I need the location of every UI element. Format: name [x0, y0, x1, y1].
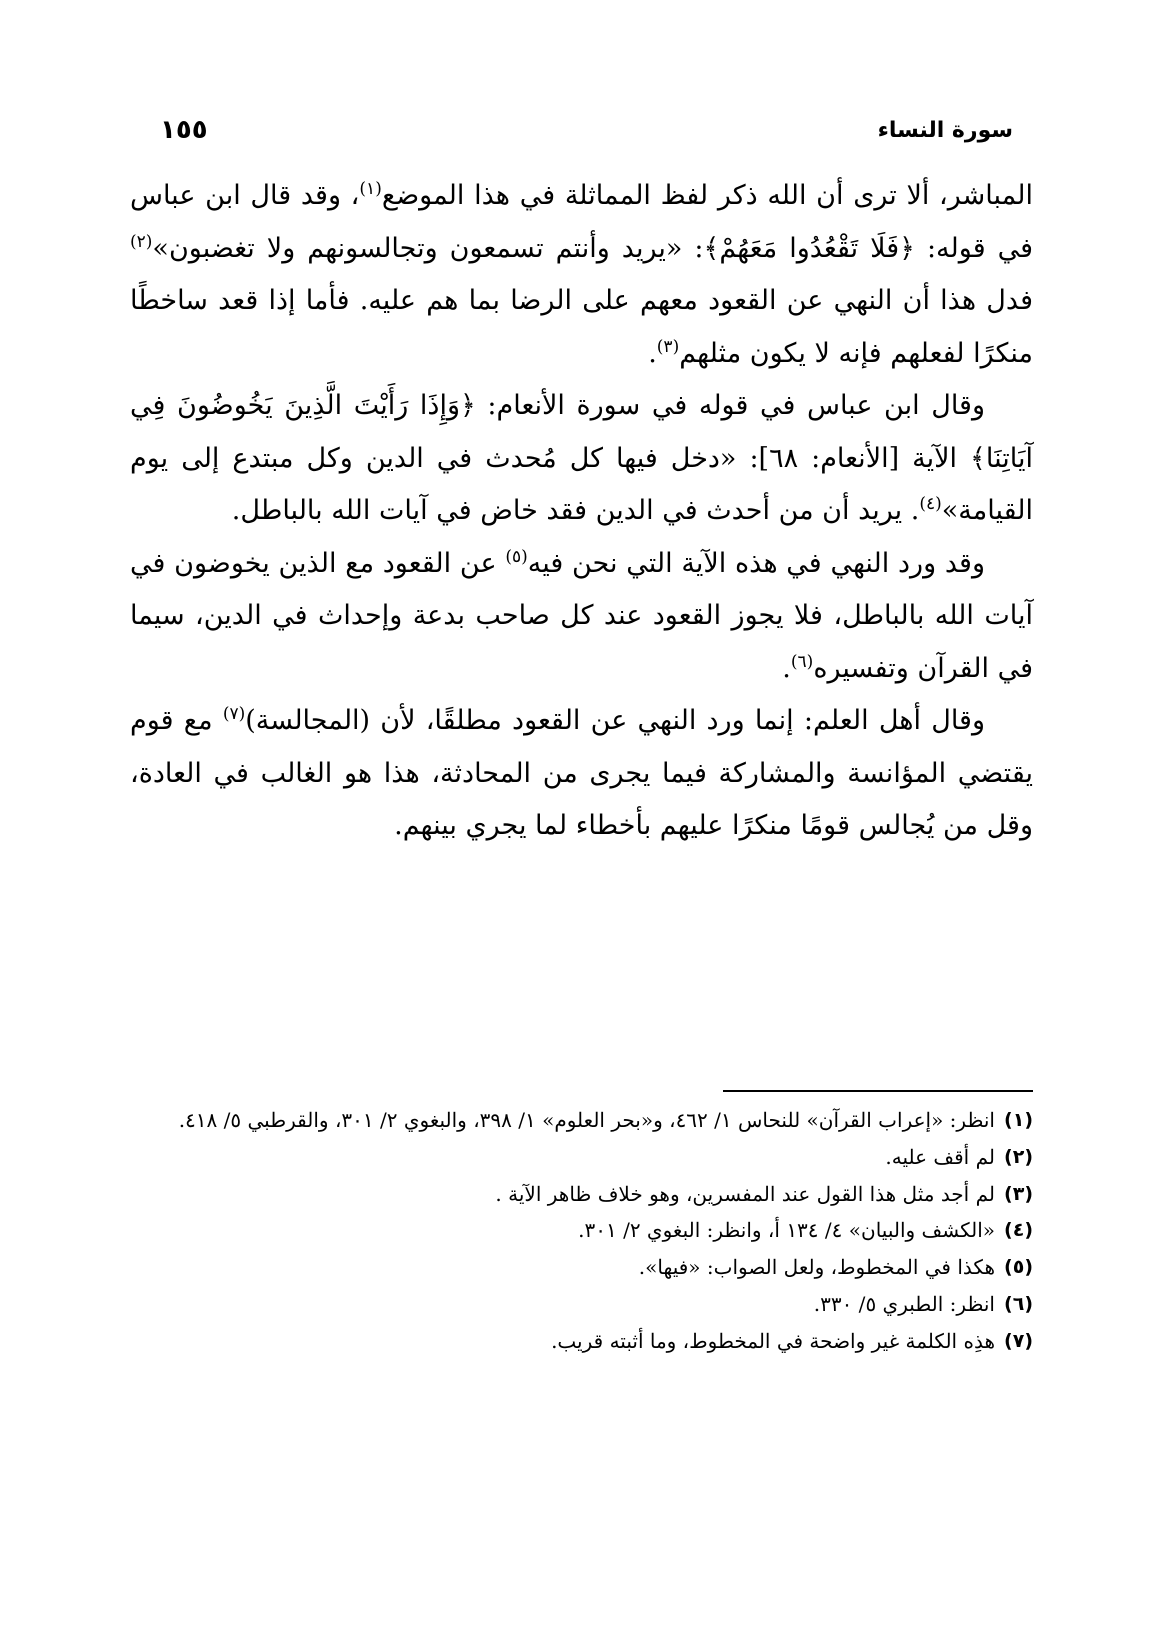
footnote-text: «الكشف والبيان» ٤/ ١٣٤ أ، وانظر: البغوي ٢/ ٣٠١.: [578, 1218, 995, 1243]
paragraph-3: وقد ورد النهي في هذه الآية التي نحن فيه$^{(٥)}$ عن القعود مع الذين يخوضون في آيات الله بالباطل، فلا يجوز القعود عند كل صاحب بدعة وإحداث في الدين، سيما في القرآن وتفسيره$^{(٦)}$.: [130, 546, 1033, 684]
footnote: [130, 1176, 1033, 1213]
footnote-number: (٦): [1004, 1292, 1033, 1315]
footnote-number: (٧): [1004, 1329, 1033, 1352]
footnote-ref-7[interactable]: (٧): [222, 704, 246, 724]
footnote-number: (٢): [1004, 1145, 1033, 1168]
paragraph-4: وقال أهل العلم: إنما ورد النهي عن القعود مطلقًا، لأن (المجالسة)$^{(٧)}$ مع قوم يقتضي المؤانسة والمشاركة فيما يجرى من المحادثة، هذا هو الغالب في العادة، وقل من يُجالس قومًا منكرًا عليهم بأخطاء لما يجري بينهم.: [130, 704, 1033, 841]
quran-verse: ﴿وَإِذَا رَأَيْتَ الَّذِينَ يَخُوضُونَ فِي آيَاتِنَا﴾: [130, 390, 1033, 474]
footnote-ref-6[interactable]: (٦): [790, 651, 814, 672]
footnote: [130, 1212, 1033, 1249]
paragraph-2: وقال ابن عباس في قوله في سورة الأنعام: ﴿وَإِذَا رَأَيْتَ الَّذِينَ يَخُوضُونَ فِي آيَاتِنَا﴾ الآية [الأنعام: ٦٨]: «دخل فيها كل مُحدث في الدين وكل مبتدع إلى يوم القيامة»$^{(٤)}$. يريد أن من أحدث في الدين فقد خاض في آيات الله بالباطل.: [130, 390, 1033, 526]
footnote-ref-3[interactable]: (٣): [656, 336, 680, 357]
footnote-number: (١): [1004, 1109, 1033, 1131]
footnote-number: (٥): [1004, 1256, 1033, 1279]
page-header: [160, 110, 1013, 150]
footnote-text: انظر: «إعراب القرآن» للنحاس ١/ ٤٦٢، و«بحر العلوم» ١/ ٣٩٨، والبغوي ٢/ ٣٠١، والقرطبي ٥/ ٤١٨.: [178, 1108, 995, 1132]
footnote: [130, 1102, 1033, 1139]
footnote-text: هكذا في المخطوط، ولعل الصواب: «فيها».: [638, 1255, 995, 1280]
footnote-text: لم أجد مثل هذا القول عند المفسرين، وهو خلاف ظاهر الآية .: [495, 1181, 995, 1206]
quran-verse: ﴿فَلَا تَقْعُدُوا مَعَهُمْ﴾: [703, 232, 915, 264]
page-number: ١٥٥: [160, 115, 208, 145]
paragraph-1: المباشر، ألا ترى أن الله ذكر لفظ المماثلة في هذا الموضع$^{(١)}$، وقد قال ابن عباس في قوله: ﴿فَلَا تَقْعُدُوا مَعَهُمْ﴾: «يريد وأنتم تسمعون وتجالسونهم ولا تغضبون»$^{(٢)}$ فدل هذا أن النهي عن القعود معهم على الرضا بما هم عليه. فأما إذا قعد ساخطًا منكرًا لفعلهم فإنه لا يكون مثلهم$^{(٣)}$.: [130, 179, 1033, 369]
footnote: [130, 1323, 1033, 1360]
footnote: [130, 1286, 1033, 1323]
surah-title: سورة النساء: [877, 117, 1013, 143]
footnote-ref-1[interactable]: (١): [359, 179, 382, 199]
footnote-number: (٣): [1004, 1182, 1033, 1205]
footnote-number: (٤): [1004, 1219, 1033, 1242]
footnote-ref-2[interactable]: (٢): [130, 231, 153, 252]
footnote: [130, 1249, 1033, 1286]
footnote: [130, 1139, 1033, 1176]
footnote-ref-4[interactable]: (٤): [919, 494, 942, 514]
footnote-separator: [723, 1090, 1033, 1092]
footnote-ref-5[interactable]: (٥): [505, 546, 528, 567]
footnotes-section: [130, 1102, 1033, 1360]
main-text: [130, 170, 1033, 853]
footnote-text: لم أقف عليه.: [885, 1144, 995, 1169]
footnote-text: انظر: الطبري ٥/ ٣٣٠.: [813, 1291, 995, 1316]
footnote-text: هذِه الكلمة غير واضحة في المخطوط، وما أثبته قريب.: [551, 1328, 995, 1353]
